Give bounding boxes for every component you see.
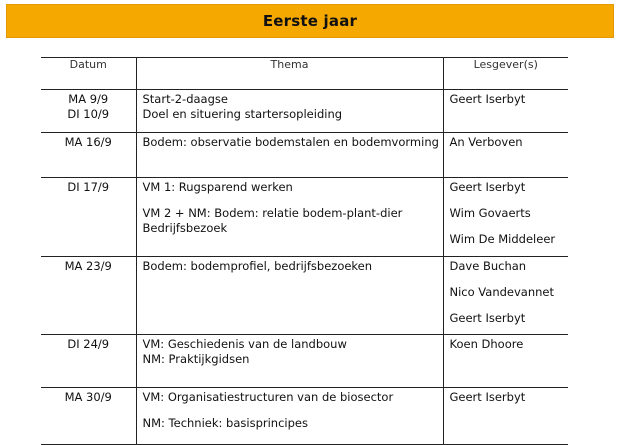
teacher-cell [443, 335, 568, 388]
date-text: MA 30/9 [64, 390, 112, 404]
table-header-row [41, 58, 568, 90]
teacher-cell [443, 133, 568, 178]
date-cell [41, 257, 136, 335]
theme-cell [136, 90, 443, 133]
teacher-name: Wim Govaerts [449, 206, 531, 220]
date-cell [41, 335, 136, 388]
teacher-name: Geert Iserbyt [449, 390, 526, 404]
theme-text: VM: Organisatiestructuren van de biosector [142, 390, 394, 404]
date-text: DI 24/9 [67, 337, 110, 351]
teacher-name: Koen Dhoore [449, 337, 524, 351]
teacher-name: Nico Vandevannet [449, 285, 555, 299]
teacher-cell [443, 257, 568, 335]
teacher-name: Geert Iserbyt [449, 92, 526, 106]
teacher-cell [443, 178, 568, 257]
teacher-name: Geert Iserbyt [449, 311, 526, 325]
theme-text: Bedrijfsbezoek [142, 221, 228, 235]
theme-text: Bodem: bodemprofiel, bedrijfsbezoeken [142, 259, 373, 273]
theme-cell [136, 388, 443, 445]
table-row [41, 335, 568, 388]
date-text: DI 10/9 [67, 107, 110, 121]
theme-text: NM: Techniek: basisprincipes [142, 416, 308, 430]
date-cell [41, 178, 136, 257]
theme-text: Bodem: observatie bodemstalen en bodemvorming [142, 135, 439, 149]
theme-text: VM: Geschiedenis van de landbouw [142, 337, 347, 351]
table-row [41, 133, 568, 178]
theme-cell [136, 335, 443, 388]
table-row [41, 178, 568, 257]
page-title: Eerste jaar [262, 12, 358, 30]
teacher-name: Wim De Middeleer [449, 232, 556, 246]
date-text: MA 23/9 [64, 259, 112, 273]
column-header-teachers: Lesgever(s) [443, 58, 568, 90]
column-header-date: Datum [41, 58, 136, 90]
theme-text: VM 2 + NM: Bodem: relatie bodem-plant-dier [142, 206, 403, 220]
theme-cell [136, 133, 443, 178]
date-cell [41, 388, 136, 445]
date-cell [41, 90, 136, 133]
theme-cell [136, 257, 443, 335]
header-bar [6, 4, 614, 38]
theme-text: Doel en situering startersopleiding [142, 107, 343, 121]
teacher-cell [443, 388, 568, 445]
schedule-table [41, 57, 568, 445]
theme-cell [136, 178, 443, 257]
date-text: MA 16/9 [64, 135, 112, 149]
theme-text: Start-2-daagse [142, 92, 228, 106]
theme-text: NM: Praktijkgidsen [142, 352, 250, 366]
teacher-cell [443, 90, 568, 133]
date-text: MA 9/9 [68, 92, 109, 106]
teacher-name: Dave Buchan [449, 259, 527, 273]
table-row [41, 90, 568, 133]
date-text: DI 17/9 [67, 180, 110, 194]
table-row [41, 257, 568, 335]
table-row [41, 388, 568, 445]
teacher-name: Geert Iserbyt [449, 180, 526, 194]
date-cell [41, 133, 136, 178]
theme-text: VM 1: Rugsparend werken [142, 180, 293, 194]
teacher-name: An Verboven [449, 135, 523, 149]
column-header-theme: Thema [136, 58, 443, 90]
